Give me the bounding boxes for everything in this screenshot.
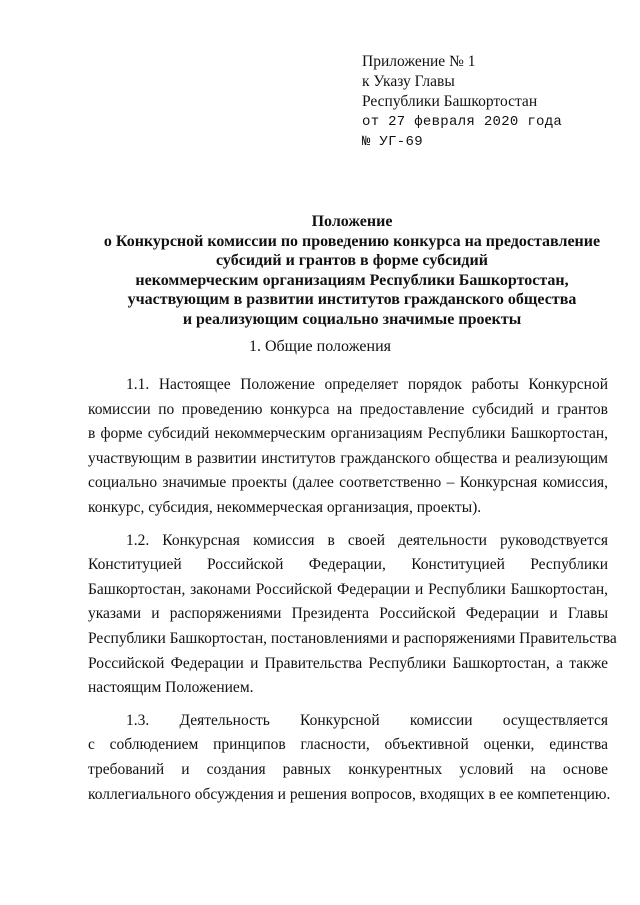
appendix-number: № УГ-69	[362, 134, 423, 150]
text-line: конкурс, субсидия, некоммерческая организация, проекты).	[88, 498, 482, 516]
appendix-line: Приложение № 1	[362, 53, 476, 70]
title-line: субсидий и грантов в форме субсидий	[216, 252, 488, 269]
text-line: 1.3. Деятельность Конкурсной комиссии осуществляется	[126, 711, 608, 729]
section-heading: 1. Общие положения	[248, 338, 392, 355]
appendix-date: от 27 февраля 2020 года	[362, 114, 563, 130]
text-line: требований и создания равных конкурентных условий на основе	[88, 760, 608, 778]
title-line: участвующим в развитии институтов гражданского общества	[127, 291, 577, 308]
paragraph-1-3	[88, 709, 611, 807]
text-line: социально значимые проекты (далее соответственно – Конкурсная комиссия,	[88, 474, 608, 492]
text-line: Российской Федерации и Правительства Республики Башкортостан, а также	[88, 654, 608, 672]
text-line: Конституцией Российской Федерации, Конституцией Республики	[88, 556, 608, 574]
title-line: Положение	[311, 213, 393, 230]
text-line: 1.2. Конкурсная комиссия в своей деятельности руководствуется	[126, 531, 608, 549]
appendix-block	[362, 52, 562, 152]
text-line: участвующим в развитии институтов гражданского общества и реализующим	[88, 449, 608, 467]
text-line: комиссии по проведению конкурса на предоставление субсидий и грантов	[88, 400, 608, 418]
title-line: о Конкурсной комиссии по проведению конкурса на предоставление	[103, 232, 601, 250]
title-line: некоммерческим организациям Республики Башкортостан,	[135, 271, 569, 289]
paragraph-1-2	[88, 529, 617, 701]
appendix-line: Республики Башкортостан	[362, 93, 538, 110]
text-line: 1.1. Настоящее Положение определяет порядок работы Конкурсной	[126, 376, 608, 393]
text-line: с соблюдением принципов гласности, объективной оценки, единства	[88, 736, 608, 754]
text-line: Республики Башкортостан, постановлениями и распоряжениями Правительства	[88, 629, 617, 647]
text-line: в форме субсидий некоммерческим организациям Республики Башкортостан,	[88, 425, 608, 443]
title-line: и реализующим социально значимые проекты	[182, 310, 522, 328]
appendix-line: к Указу Главы	[362, 73, 455, 90]
text-line: настоящим Положением.	[88, 679, 254, 697]
paragraph-1-1	[88, 373, 608, 521]
document-body	[88, 373, 617, 815]
document-title	[60, 212, 640, 329]
text-line: коллегиального обсуждения и решения вопросов, входящих в ее компетенцию.	[88, 785, 611, 803]
text-line: указами и распоряжениями Президента Российской Федерации и Главы	[88, 605, 608, 623]
text-line: Башкортостан, законами Российской Федерации и Республики Башкортостан,	[88, 580, 608, 598]
